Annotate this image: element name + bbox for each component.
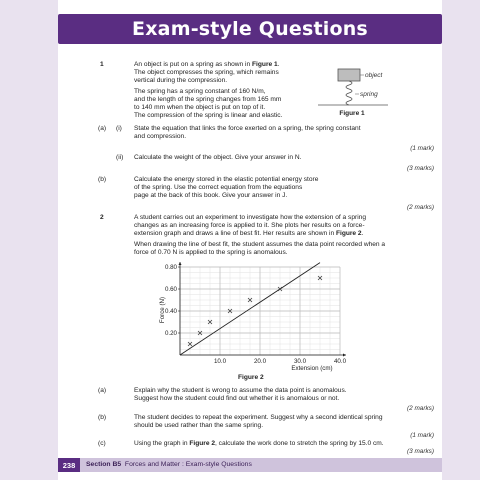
footer-section-id: Section B5 [86,461,122,468]
q2-intro-line-4: When drawing the line of best fit, the student assumes the data point recorded when a [134,241,386,248]
q1b-marks: (2 marks) [407,204,434,211]
q2-intro-line-1: A student carries out an experiment to investigate how the extension of a spring [134,214,367,221]
figure-2-chart [154,260,354,372]
x-axis-label: Extension (cm) [291,365,333,372]
q1-intro-line-1: An object is put on a spring as shown in Figure 1. [134,61,280,68]
x-tick-label: 20.0 [253,358,267,365]
q2c-marks: (3 marks) [407,448,434,455]
y-axis-arrow [179,262,182,265]
footer-section-title: Forces and Matter : Exam-style Questions [124,461,252,468]
q1-para2-line-3: to 140 mm when the object is put on top of it. [134,104,266,111]
q2-number: 2 [100,214,104,221]
q2a-label: (a) [98,387,107,394]
content-area [58,52,442,455]
y-axis-label: Force (N) [159,296,166,324]
q1a-label: (a) [98,125,107,132]
q2-intro-line-2: changes as an increasing force is applied to it. She plots her results on a force- [134,222,365,229]
object-block [338,69,360,81]
y-tick-label: 0.80 [164,264,177,271]
x-axis-arrow [343,354,346,357]
footer-section [86,461,252,468]
spring-coil [346,81,352,105]
q1aii-marks: (3 marks) [407,165,434,172]
q1ai-marks: (1 mark) [410,145,434,152]
q2a-marks: (2 marks) [407,405,434,412]
q1aii-label: (ii) [116,154,124,161]
y-tick-label: 0.60 [164,286,177,293]
q1-intro-line-3: vertical during the compression. [134,77,228,84]
q1ai-label: (i) [116,125,122,132]
q2c-label: (c) [98,440,106,447]
q2b-marks: (1 mark) [410,432,434,439]
figure-1 [308,66,398,122]
left-margin [0,0,58,480]
q2-intro-line-3: extension graph and draws a line of best fit. Her results are shown in Figure 2. [134,230,364,237]
q2b-text-line-1: The student decides to repeat the experiment. Suggest why a second identical spring [134,414,383,421]
q1b-text-line-3: page at the back of this book. Give your answer in J. [134,192,288,199]
q1-intro-line-2: The object compresses the spring, which remains [134,69,279,76]
q1ai-text-line-1: State the equation that links the force exerted on a spring, the spring constant [134,125,361,132]
q1b-label: (b) [98,176,107,183]
q2-intro-line-5: force of 0.70 N is applied to the spring is anomalous. [134,249,288,256]
q1b-text-line-1: Calculate the energy stored in the elastic potential energy store [134,176,319,183]
q2a-text-line-1: Explain why the student is wrong to assume the data point is anomalous. [134,387,347,394]
x-tick-label: 40.0 [333,358,347,365]
object-label: object [365,72,383,79]
page-title: Exam-style Questions [132,18,368,40]
y-tick-label: 0.20 [164,330,177,337]
q1-number: 1 [100,61,104,68]
q1b-text-line-2: of the spring. Use the correct equation from the equations [134,184,303,191]
spring-label: spring [360,91,378,98]
q2c-text: Using the graph in Figure 2, calculate the work done to stretch the spring by 15.0 cm. [134,440,384,447]
page-number: 238 [58,458,80,472]
q1-para2-line-2: and the length of the spring changes from 165 mm [134,96,282,103]
q1aii-text: Calculate the weight of the object. Give your answer in N. [134,154,302,161]
q2a-text-line-2: Suggest how the student could find out whether it is anomalous or not. [134,395,340,402]
chart-axes [179,262,347,357]
x-tick-label: 30.0 [293,358,307,365]
figure-1-caption: Figure 1 [339,110,365,117]
y-tick-label: 0.40 [164,308,177,315]
q1-para2-line-1: The spring has a spring constant of 160 N/m, [134,88,266,95]
q2b-label: (b) [98,414,107,421]
q1-para2-line-4: The compression of the spring is linear and elastic. [134,112,283,119]
figure-2-caption: Figure 2 [238,374,264,381]
title-banner [58,14,442,44]
right-margin [442,0,480,480]
q1ai-text-line-2: and compression. [134,133,187,140]
chart-grid [180,267,340,355]
q2b-text-line-2: should be used rather than the same spring. [134,422,264,429]
x-tick-label: 10.0 [213,358,227,365]
